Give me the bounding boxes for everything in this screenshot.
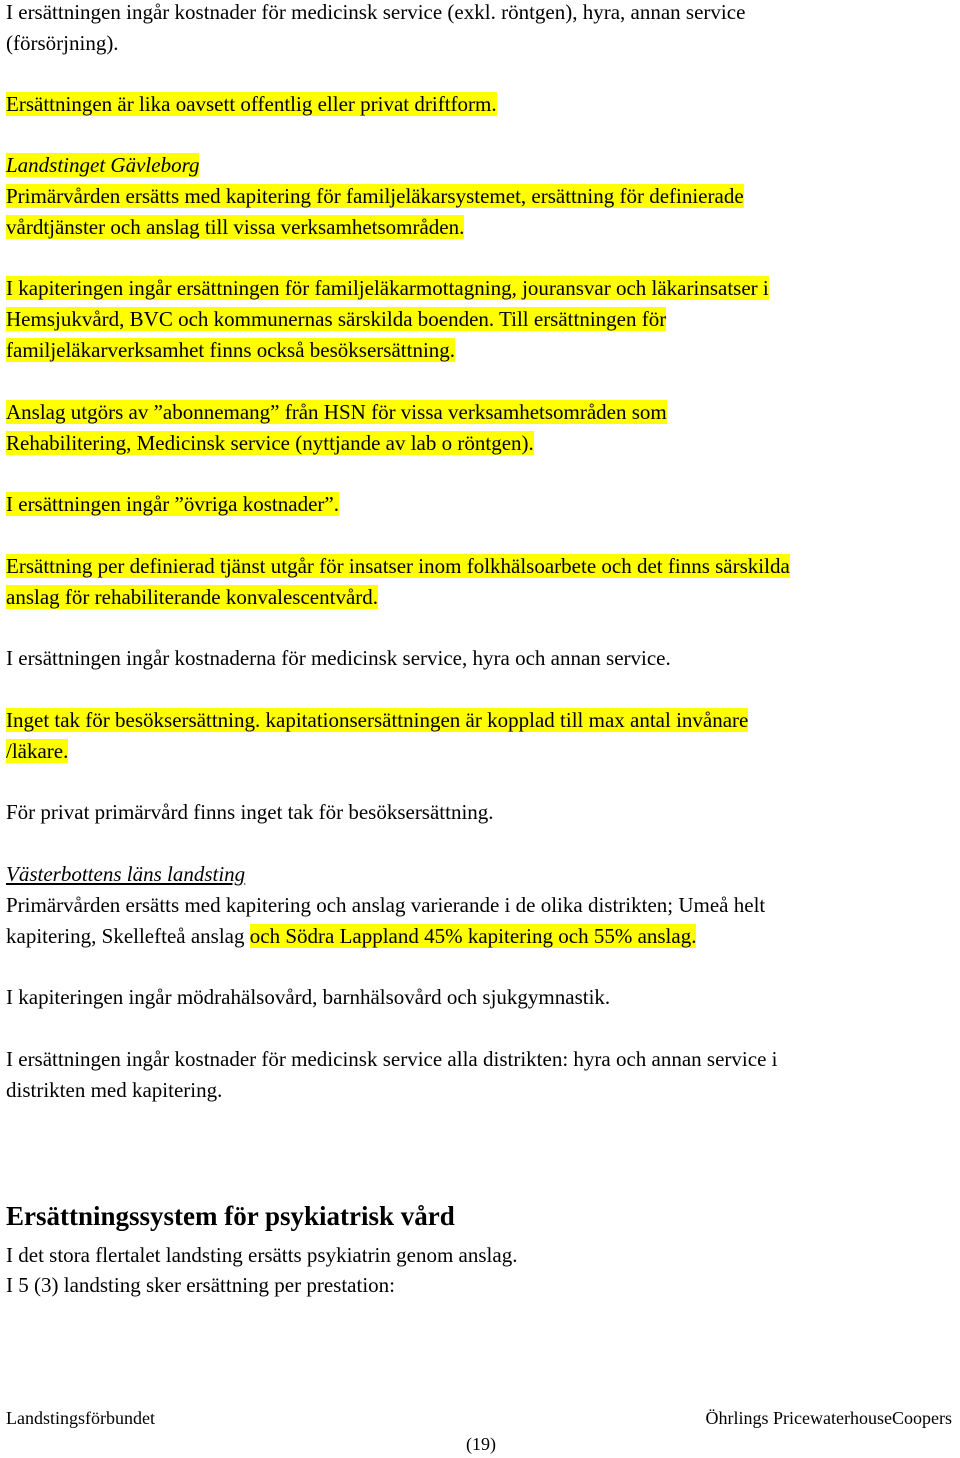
paragraph-2-text: Ersättningen är lika oavsett offentlig eller privat driftform. [6,92,497,116]
paragraph-6 [6,489,339,519]
paragraph-4-line-3 [6,335,455,365]
vasterbotten-heading: Västerbottens läns landsting [6,862,246,886]
paragraph-5-line-2 [6,428,534,458]
paragraph-5-line-1 [6,397,667,427]
paragraph-7-line-1 [6,551,790,581]
paragraph-9-line-2 [6,736,68,766]
paragraph-5-line-2-text: Rehabilitering, Medicinsk service (nyttjande av lab o röntgen). [6,431,534,455]
paragraph-4-line-3-text: familjeläkarverksamhet finns också besöksersättning. [6,338,456,362]
footer-left: Landstingsförbundet [6,1408,155,1428]
gavleborg-heading [6,150,199,180]
section-line-1: I det stora flertalet landsting ersätts psykiatrin genom anslag. [6,1243,518,1267]
gavleborg-line-1-text: Primärvården ersätts med kapitering för familjeläkarsystemet, ersättning för definierade [6,184,744,208]
paragraph-9-line-1-text: Inget tak för besöksersättning. kapitationsersättningen är kopplad till max antal invånare [6,708,749,732]
paragraph-7-line-2 [6,582,378,612]
paragraph-7-line-1-text: Ersättning per definierad tjänst utgår för insatser inom folkhälsoarbete och det finns särskilda [6,554,790,578]
paragraph-7-line-2-text: anslag för rehabiliterande konvalescentvård. [6,585,379,609]
gavleborg-line-2 [6,212,464,242]
vasterbotten-line-2-plain: kapitering, Skellefteå anslag [6,924,250,948]
section-line-2: I 5 (3) landsting sker ersättning per prestation: [6,1273,395,1297]
paragraph-13-line-1: I ersättningen ingår kostnader för medicinsk service alla distrikten: hyra och annan service i [6,1047,778,1071]
paragraph-12: I kapiteringen ingår mödrahälsovård, barnhälsovård och sjukgymnastik. [6,985,611,1009]
paragraph-4-line-1-text: I kapiteringen ingår ersättningen för familjeläkarmottagning, jouransvar och läkarinsatser i [6,276,769,300]
vasterbotten-line-2 [6,921,696,951]
paragraph-9-line-1 [6,705,748,735]
paragraph-4-line-1 [6,273,769,303]
section-heading: Ersättningssystem för psykiatrisk vård [6,1201,455,1231]
vasterbotten-line-2-highlight: och Södra Lappland 45% kapitering och 55% anslag. [249,924,697,948]
paragraph-10: För privat primärvård finns inget tak för besöksersättning. [6,800,494,824]
paragraph-1-line-2: (försörjning). [6,31,119,55]
footer-right: Öhrlings PricewaterhouseCoopers [705,1408,952,1428]
gavleborg-line-2-text: vårdtjänster och anslag till vissa verksamhetsområden. [6,215,465,239]
paragraph-6-text: I ersättningen ingår ”övriga kostnader”. [6,492,339,516]
gavleborg-line-1 [6,181,744,211]
page-number: (19) [466,1434,496,1454]
paragraph-4-line-2 [6,304,666,334]
paragraph-2 [6,89,497,119]
paragraph-5-line-1-text: Anslag utgörs av ”abonnemang” från HSN för vissa verksamhetsområden som [6,400,667,424]
paragraph-9-line-2-text: /läkare. [6,739,69,763]
paragraph-8: I ersättningen ingår kostnaderna för medicinsk service, hyra och annan service. [6,646,671,670]
vasterbotten-line-1: Primärvården ersätts med kapitering och anslag varierande i de olika distrikten; Umeå helt [6,893,766,917]
paragraph-4-line-2-text: Hemsjukvård, BVC och kommunernas särskilda boenden. Till ersättningen för [6,307,667,331]
gavleborg-heading-text: Landstinget Gävleborg [6,153,200,177]
paragraph-1-line-1: I ersättningen ingår kostnader för medicinsk service (exkl. röntgen), hyra, annan service [6,0,746,24]
paragraph-13-line-2: distrikten med kapitering. [6,1078,223,1102]
